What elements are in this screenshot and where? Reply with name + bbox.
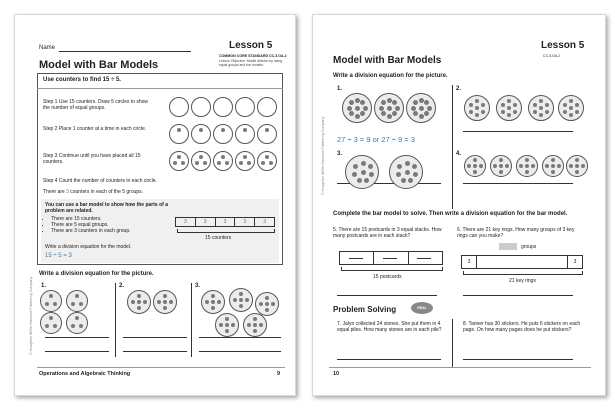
counter-dot xyxy=(569,164,573,168)
section-heading-2: Complete the bar model to solve. Then write a division equation for the bar model. xyxy=(333,211,568,217)
counter-dot xyxy=(163,306,167,310)
counter-dot xyxy=(481,110,485,114)
counter-dot xyxy=(53,302,57,306)
counter-dot xyxy=(424,100,429,105)
counter-dot xyxy=(49,294,53,298)
group-circle xyxy=(235,97,255,117)
counter-dot xyxy=(233,298,237,302)
counter-dot xyxy=(499,164,503,168)
copyright-note: © Houghton Mifflin Harcourt Publishing Company xyxy=(321,116,325,195)
problem-7-text: 7. Jalyn collected 24 stones. She put them in 4 equal piles. How many stones are in each pile? xyxy=(337,321,442,333)
blank-line[interactable] xyxy=(349,258,363,259)
counter-dot xyxy=(163,294,167,298)
counter-dot xyxy=(501,110,505,114)
answer-line[interactable] xyxy=(463,131,573,132)
counter-dot xyxy=(513,103,517,107)
group-circle xyxy=(257,97,277,117)
groups-label: groups xyxy=(521,244,537,250)
counter-dot xyxy=(243,128,247,132)
real-world-badge: REAL WORLD xyxy=(411,302,433,314)
counter-dot xyxy=(217,300,221,304)
counter-dot xyxy=(79,324,83,328)
counter-dot xyxy=(557,164,561,168)
counter-dot xyxy=(469,103,473,107)
counter-dot xyxy=(533,103,537,107)
counter-dot xyxy=(381,100,386,105)
bar-bracket xyxy=(341,267,443,271)
section-heading: Write a division equation for the picture. xyxy=(333,73,448,79)
counter-dot xyxy=(211,300,215,304)
counter-dot xyxy=(475,99,479,103)
counter-dot xyxy=(413,111,418,116)
counter-dot xyxy=(239,304,243,308)
answer-line[interactable] xyxy=(337,359,441,360)
bar-segment: 3 xyxy=(196,218,216,226)
counter-dot xyxy=(539,113,543,117)
counter-dot xyxy=(71,302,75,306)
bar-model-p6 xyxy=(461,255,583,269)
counter-dot xyxy=(396,172,401,177)
counter-dot xyxy=(473,164,477,168)
counter-dot xyxy=(177,155,181,159)
counter-dot xyxy=(243,155,247,159)
left-worksheet-page xyxy=(14,14,296,396)
counter-dot xyxy=(395,106,400,111)
standard-code: COMMON CORE STANDARD CC.3.OA.2 xyxy=(219,54,287,58)
counter-dot xyxy=(253,317,257,321)
answer-line[interactable] xyxy=(123,351,187,352)
counter-dot xyxy=(545,103,549,107)
answer-line[interactable] xyxy=(123,337,187,338)
group-circle xyxy=(169,97,189,117)
right-worksheet-page xyxy=(312,14,606,396)
group-circle xyxy=(213,97,233,117)
blank-line[interactable] xyxy=(417,258,431,259)
counter-dot xyxy=(265,308,269,312)
standard-code: CC.3.OA.2 xyxy=(543,54,561,58)
bar-caption: 21 key rings xyxy=(509,278,536,284)
problem-6-text: 6. There are 21 key rings. How many groups of 3 key rings can you make? xyxy=(457,227,575,239)
counter-dot xyxy=(539,106,543,110)
counter-dot xyxy=(355,106,360,111)
footer-rule xyxy=(37,367,285,368)
bar-segment: 3 xyxy=(462,256,477,268)
counter-dot xyxy=(157,300,161,304)
groups-answer-box[interactable] xyxy=(499,243,517,250)
counter-dot xyxy=(419,106,424,111)
counter-dot xyxy=(475,106,479,110)
name-label: Name xyxy=(39,45,56,51)
copyright-note: © Houghton Mifflin Harcourt Publishing Company xyxy=(29,276,33,355)
counter-dot xyxy=(75,316,79,320)
counter-dot xyxy=(369,172,374,177)
counter-dot xyxy=(545,110,549,114)
answer-line[interactable] xyxy=(337,295,437,296)
counters-sentence: There are 3 counters in each of the 5 groups. xyxy=(43,189,144,195)
bar-caption: 15 counters xyxy=(205,235,232,241)
counter-dot xyxy=(211,294,215,298)
counter-dot xyxy=(387,98,392,103)
counter-dot xyxy=(473,170,477,174)
counter-dot xyxy=(467,164,471,168)
counter-dot xyxy=(505,164,509,168)
counter-dot xyxy=(79,302,83,306)
counter-dot xyxy=(219,323,223,327)
counter-dot xyxy=(513,110,517,114)
counter-dot xyxy=(361,170,366,175)
counter-dot xyxy=(211,306,215,310)
counter-dot xyxy=(45,324,49,328)
counter-dot xyxy=(405,161,410,166)
counter-dot xyxy=(427,106,432,111)
bar-model xyxy=(175,217,275,227)
counter-dot xyxy=(75,294,79,298)
step-2-text: Step 2 Place 1 counter at a time in each circle. xyxy=(43,126,147,132)
bar-model-facts xyxy=(45,216,151,234)
counter-dot xyxy=(401,178,406,183)
page-number: 9 xyxy=(277,371,281,377)
fact-item: • There are 3 counters in each group. xyxy=(51,228,151,234)
column-divider xyxy=(452,319,453,367)
fact-item: • There are 5 equal groups. xyxy=(51,222,151,228)
counter-dot xyxy=(507,106,511,110)
answer-line[interactable] xyxy=(199,351,281,352)
counter-dot xyxy=(271,302,275,306)
counter-dot xyxy=(569,106,573,110)
counter-dot xyxy=(469,110,473,114)
column-divider xyxy=(115,283,116,357)
counter-dot xyxy=(533,110,537,114)
counter-dot xyxy=(349,111,354,116)
bar-segment: 3 xyxy=(263,219,266,225)
counter-dot xyxy=(575,170,579,174)
counter-dot xyxy=(45,302,49,306)
problem-5-text: 5. There are 15 postcards in 3 equal stacks. How many postcards are in each stack? xyxy=(333,227,442,239)
step-1-text: Step 1 Use 15 counters. Draw 5 circles to show the number of equal groups. xyxy=(43,99,149,111)
counter-dot xyxy=(575,110,579,114)
bar-segment xyxy=(477,256,568,268)
counter-dot xyxy=(551,158,555,162)
counter-dot xyxy=(137,306,141,310)
counter-dot xyxy=(137,300,141,304)
problem-number: 1. xyxy=(41,283,47,289)
counter-dot xyxy=(259,302,263,306)
counter-dot xyxy=(507,113,511,117)
answer-line[interactable] xyxy=(463,359,573,360)
lesson-heading: Lesson 5 xyxy=(541,40,585,51)
counter-dot xyxy=(361,161,366,166)
bar-bracket xyxy=(463,271,583,275)
counter-dot xyxy=(131,300,135,304)
counter-dot xyxy=(473,158,477,162)
footer-rule xyxy=(329,367,591,368)
counter-dot xyxy=(539,99,543,103)
bar-model-intro: You can use a bar model to show how the parts of a problem are related. xyxy=(45,202,168,214)
counter-dot xyxy=(253,329,257,333)
step-4-text: Step 4 Count the number of counters in each circle. xyxy=(43,178,157,184)
counter-dot xyxy=(163,300,167,304)
problem-number: 3. xyxy=(337,151,343,157)
problem-number: 2. xyxy=(119,283,125,289)
lesson-heading: Lesson 5 xyxy=(229,40,273,51)
footer-text: Operations and Algebraic Thinking xyxy=(39,371,131,377)
column-divider xyxy=(191,283,192,357)
counter-dot xyxy=(525,164,529,168)
counter-dot xyxy=(259,323,263,327)
counter-dot xyxy=(475,113,479,117)
answer-line[interactable] xyxy=(45,337,109,338)
counter-dot xyxy=(199,155,203,159)
counter-dot xyxy=(137,294,141,298)
counter-dot xyxy=(545,164,549,168)
counter-dot xyxy=(569,113,573,117)
bar-bracket xyxy=(177,229,275,233)
counter-dot xyxy=(225,323,229,327)
counter-dot xyxy=(551,170,555,174)
problem-number: 2. xyxy=(456,86,462,92)
page-number: 10 xyxy=(333,371,340,377)
counter-dot xyxy=(581,164,585,168)
counter-dot xyxy=(525,158,529,162)
counter-dot xyxy=(493,164,497,168)
problem-number: 1. xyxy=(337,86,343,92)
counter-dot xyxy=(525,170,529,174)
name-line xyxy=(59,51,191,52)
blank-line[interactable] xyxy=(383,258,397,259)
counter-dot xyxy=(221,155,225,159)
counter-dot xyxy=(265,296,269,300)
counter-dot xyxy=(71,324,75,328)
counter-dot xyxy=(575,164,579,168)
counter-dot xyxy=(412,164,417,169)
counter-dot xyxy=(221,128,225,132)
counter-dot xyxy=(413,100,418,105)
counter-dot xyxy=(392,100,397,105)
counter-dot xyxy=(265,302,269,306)
problem-number: 3. xyxy=(195,283,201,289)
problem-solving-heading: Problem Solving xyxy=(333,305,397,314)
counter-dot xyxy=(355,114,360,119)
counter-dot xyxy=(245,298,249,302)
box-intro: Use counters to find 15 ÷ 5. xyxy=(43,77,121,83)
counter-dot xyxy=(411,106,416,111)
counter-dot xyxy=(499,158,503,162)
counter-dot xyxy=(265,128,269,132)
answer-line[interactable] xyxy=(45,351,109,352)
counter-dot xyxy=(169,300,173,304)
counter-dot xyxy=(405,170,410,175)
problem-number: 4. xyxy=(456,151,462,157)
counter-dot xyxy=(247,323,251,327)
counter-dot xyxy=(575,103,579,107)
write-equation-prompt: Write a division equation for the model. xyxy=(45,244,132,250)
counter-dot xyxy=(481,103,485,107)
step-3-text: Step 3 Continue until you have placed all 15 counters. xyxy=(43,153,141,165)
counter-dot xyxy=(347,106,352,111)
counter-dot xyxy=(53,324,57,328)
fact-item: • There are 15 counters. xyxy=(51,216,151,222)
counter-dot xyxy=(349,100,354,105)
problem-8-text: 8. Tanner has 30 stickers. He puts 6 stickers on each page. On how many pages does he put stickers? xyxy=(463,321,581,333)
counter-dot xyxy=(379,106,384,111)
counter-dot xyxy=(143,300,147,304)
counter-dot xyxy=(225,317,229,321)
counter-dot xyxy=(563,103,567,107)
counter-dot xyxy=(239,292,243,296)
counter-dot xyxy=(239,298,243,302)
answer-line[interactable] xyxy=(463,295,573,296)
counter-dot xyxy=(569,99,573,103)
example-equation: 27 ÷ 3 = 9 or 27 ÷ 9 = 3 xyxy=(337,135,415,144)
counter-dot xyxy=(531,164,535,168)
counter-dot xyxy=(563,110,567,114)
bar-segment: 3 xyxy=(235,218,255,226)
counter-dot xyxy=(413,172,418,177)
counter-dot xyxy=(519,164,523,168)
counter-dot xyxy=(352,172,357,177)
column-divider xyxy=(452,85,453,209)
counter-dot xyxy=(177,128,181,132)
counter-dot xyxy=(231,323,235,327)
section-heading: Write a division equation for the picture. xyxy=(39,271,154,277)
counter-dot xyxy=(501,103,505,107)
bar-caption: 15 postcards xyxy=(373,274,402,280)
counter-dot xyxy=(199,128,203,132)
counter-dot xyxy=(363,106,368,111)
counter-dot xyxy=(479,164,483,168)
counter-dot xyxy=(225,329,229,333)
page-title: Model with Bar Models xyxy=(39,59,159,71)
bar-segment: 3 xyxy=(176,218,196,226)
counter-dot xyxy=(419,98,424,103)
page-title: Model with Bar Models xyxy=(333,55,442,66)
answer-line[interactable] xyxy=(463,183,573,184)
counter-dot xyxy=(387,114,392,119)
counter-dot xyxy=(253,323,257,327)
counter-dot xyxy=(49,316,53,320)
counter-dot xyxy=(575,158,579,162)
counter-dot xyxy=(360,100,365,105)
bar-segment: 3 xyxy=(573,259,577,265)
counter-dot xyxy=(499,170,503,174)
counter-dot xyxy=(355,98,360,103)
counter-dot xyxy=(419,114,424,119)
counter-dot xyxy=(368,164,373,169)
counter-dot xyxy=(357,178,362,183)
bar-segment: 3 xyxy=(216,218,236,226)
counter-dot xyxy=(381,111,386,116)
counter-dot xyxy=(507,99,511,103)
model-equation: 15 ÷ 5 = 3 xyxy=(45,253,72,259)
counter-dot xyxy=(551,164,555,168)
group-circle xyxy=(191,97,211,117)
divider xyxy=(37,88,283,89)
counter-dot xyxy=(265,155,269,159)
answer-line[interactable] xyxy=(199,337,281,338)
counter-dot xyxy=(205,300,209,304)
lesson-objective: Lesson Objective: Model division by using equal groups and bar models. xyxy=(219,59,282,67)
counter-dot xyxy=(387,106,392,111)
